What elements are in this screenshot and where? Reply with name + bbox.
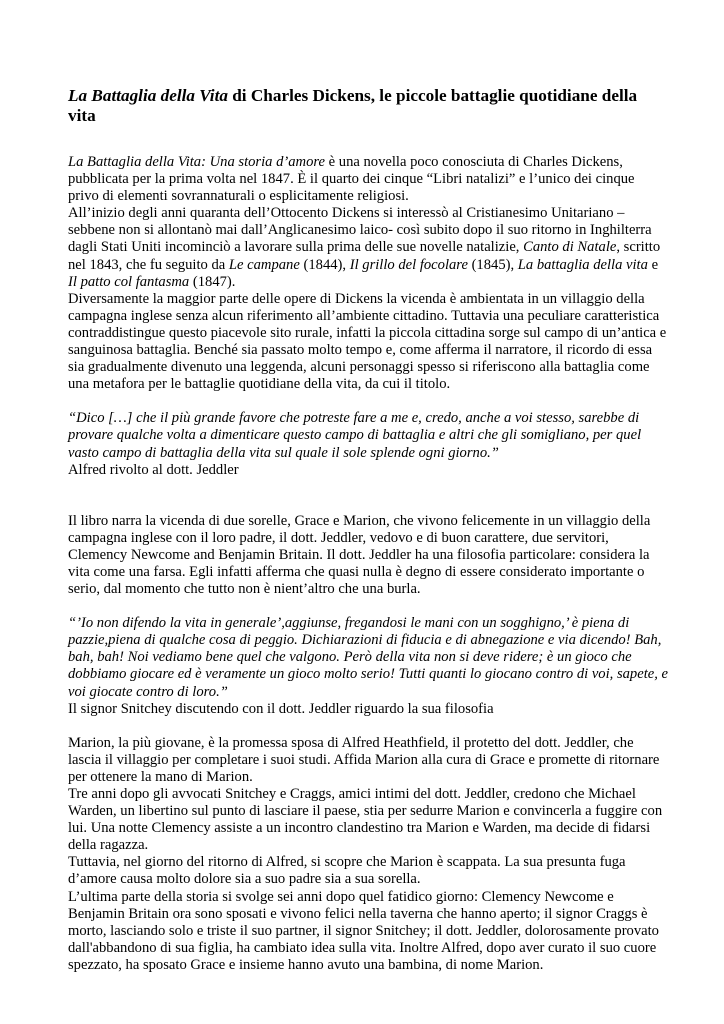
document-page bbox=[68, 86, 668, 974]
plot-paragraph-4: Tuttavia, nel giorno del ritorno di Alfred, si scopre che Marion è scappata. La sua presunta fuga d’amore causa molto dolore sia a suo padre sia a sua sorella. bbox=[68, 854, 626, 888]
quote-2-text: “’Io non difendo la vita in generale’,aggiunse, fregandosi le mani con un sogghigno,’ è piena di pazzie,piena di qualche cosa di peggio. Dichiarazioni di fiducia e di abnegazione e via dicendo! Bah, bah, bah! Noi vediamo bene quel che valgono. Però della vita non si deve ridere; è un gioco che dobbiamo giocare ed è veramente un gioco molto serio! Tutti quanti lo giocano contro di voi, sapete, e voi giocate contro di loro.” bbox=[68, 615, 669, 700]
title-rest: di Charles Dickens, le piccole battaglie quotidiane della vita bbox=[68, 86, 638, 125]
work-il-grillo: Il grillo del focolare bbox=[349, 256, 468, 273]
history-text-2: , scritto nel 1843, che fu seguito da bbox=[68, 239, 661, 273]
plot-paragraph-1: Il libro narra la vicenda di due sorelle, Grace e Marion, che vivono felicemente in un villaggio della campagna inglese con il loro padre, il dott. Jeddler, vedovo e di buon carattere, due servitori, Clemency Newcome and Benjamin Britain. Il dott. Jeddler ha una filosofia particolare: considera la vita come una farsa. Egli infatti afferma che quasi nulla è degno di essere considerato importante o serio, dal momento che tutto non è nient’altro che una burla. bbox=[68, 512, 651, 598]
quote-2 bbox=[68, 615, 668, 700]
work-la-battaglia: La battaglia della vita bbox=[517, 256, 648, 273]
plot-paragraph-2: Marion, la più giovane, è la promessa sposa di Alfred Heathfield, il protetto del dott. Jeddler, che lascia il villaggio per completare i suoi studi. Affida Marion alla cura di Grace e promette di ritornare per ottenere la mano di Marion. bbox=[68, 734, 660, 785]
history-text-3: (1844), bbox=[299, 256, 350, 273]
history-text-1: All’inizio degli anni quaranta dell’Ottocento Dickens si interessò al Cristianesimo Unitariano – sebbene non si allontanò mai dall’Anglicanesimo laico- così subito dopo il suo ritorno in Inghilterra dagli Stati Uniti incominciò a lavorare sulla prima delle sue novelle natalizie, bbox=[68, 205, 652, 256]
intro-book-title: La Battaglia della Vita: Una storia d’amore bbox=[68, 154, 326, 170]
quote-1 bbox=[68, 410, 668, 461]
work-il-patto: Il patto col fantasma bbox=[68, 273, 190, 290]
intro-text: è una novella poco conosciuta di Charles Dickens, pubblicata per la prima volta nel 1847. È il quarto dei cinque “Libri natalizi” e l’unico dei cinque privo di elementi sovrannaturali o esplicitamente religiosi. bbox=[68, 154, 635, 205]
plot-paragraph-5: L’ultima parte della storia si svolge sei anni dopo quel fatidico giorno: Clemency Newcome e Benjamin Britain ora sono sposati e vivono felici nella taverna che hanno aperto; il signor Craggs è morto, lasciando solo e triste il suo partner, il signor Snitchey; il dott. Jeddler, dolorosamente provato dall'abbandono di sua figlia, ha cambiato idea sulla vita. Inoltre Alfred, dopo aver curato il suo cuore spezzato, ha sposato Grace e insieme hanno avuto una bambina, di nome Marion. bbox=[68, 888, 659, 973]
plot-paragraph-3: Tre anni dopo gli avvocati Snitchey e Craggs, amici intimi del dott. Jeddler, credono che Michael Warden, un libertino sul punto di lasciare il paese, stia per sedurre Marion e convincerla a fuggire con lui. Una notte Clemency assiste a un incontro clandestino tra Marion e Warden, ma decide di fidarsi della ragazza. bbox=[68, 786, 663, 854]
history-text-5: e bbox=[647, 256, 659, 273]
work-canto-di-natale: Canto di Natale bbox=[523, 239, 617, 256]
intro-paragraph bbox=[68, 154, 668, 205]
title-book-name: La Battaglia della Vita bbox=[68, 86, 228, 105]
page-title bbox=[68, 86, 668, 126]
history-text-4: (1845), bbox=[467, 256, 518, 273]
quote-1-attribution: Alfred rivolto al dott. Jeddler bbox=[68, 461, 239, 478]
work-le-campane: Le campane bbox=[228, 256, 300, 273]
setting-paragraph: Diversamente la maggior parte delle opere di Dickens la vicenda è ambientata in un villaggio della campagna inglese senza alcun riferimento all’ambiente cittadino. Tuttavia una peculiare caratteristica contraddistingue questo piacevole sito rurale, infatti la piccola cittadina sorge sul campo di un’antica e sanguinosa battaglia. Benché sia passato molto tempo e, come afferma il narratore, il ricordo di essa sia gradualmente divenuto una leggenda, alcuni personaggi spesso si riferiscono alla battaglia come una metafora per le battaglie quotidiane della vita, da cui il titolo. bbox=[68, 290, 667, 393]
history-paragraph bbox=[68, 205, 668, 290]
history-text-6: (1847). bbox=[189, 273, 236, 290]
quote-1-text: “Dico […] che il più grande favore che potreste fare a me e, credo, anche a voi stesso, sarebbe di provare qualche volta a dimenticare questo campo di battaglia e altri che gli somigliano, per quel vasto campo di battaglia della vita sul quale il sole splende ogni giorno.” bbox=[68, 410, 642, 461]
quote-2-attribution: Il signor Snitchey discutendo con il dott. Jeddler riguardo la sua filosofia bbox=[68, 700, 494, 717]
